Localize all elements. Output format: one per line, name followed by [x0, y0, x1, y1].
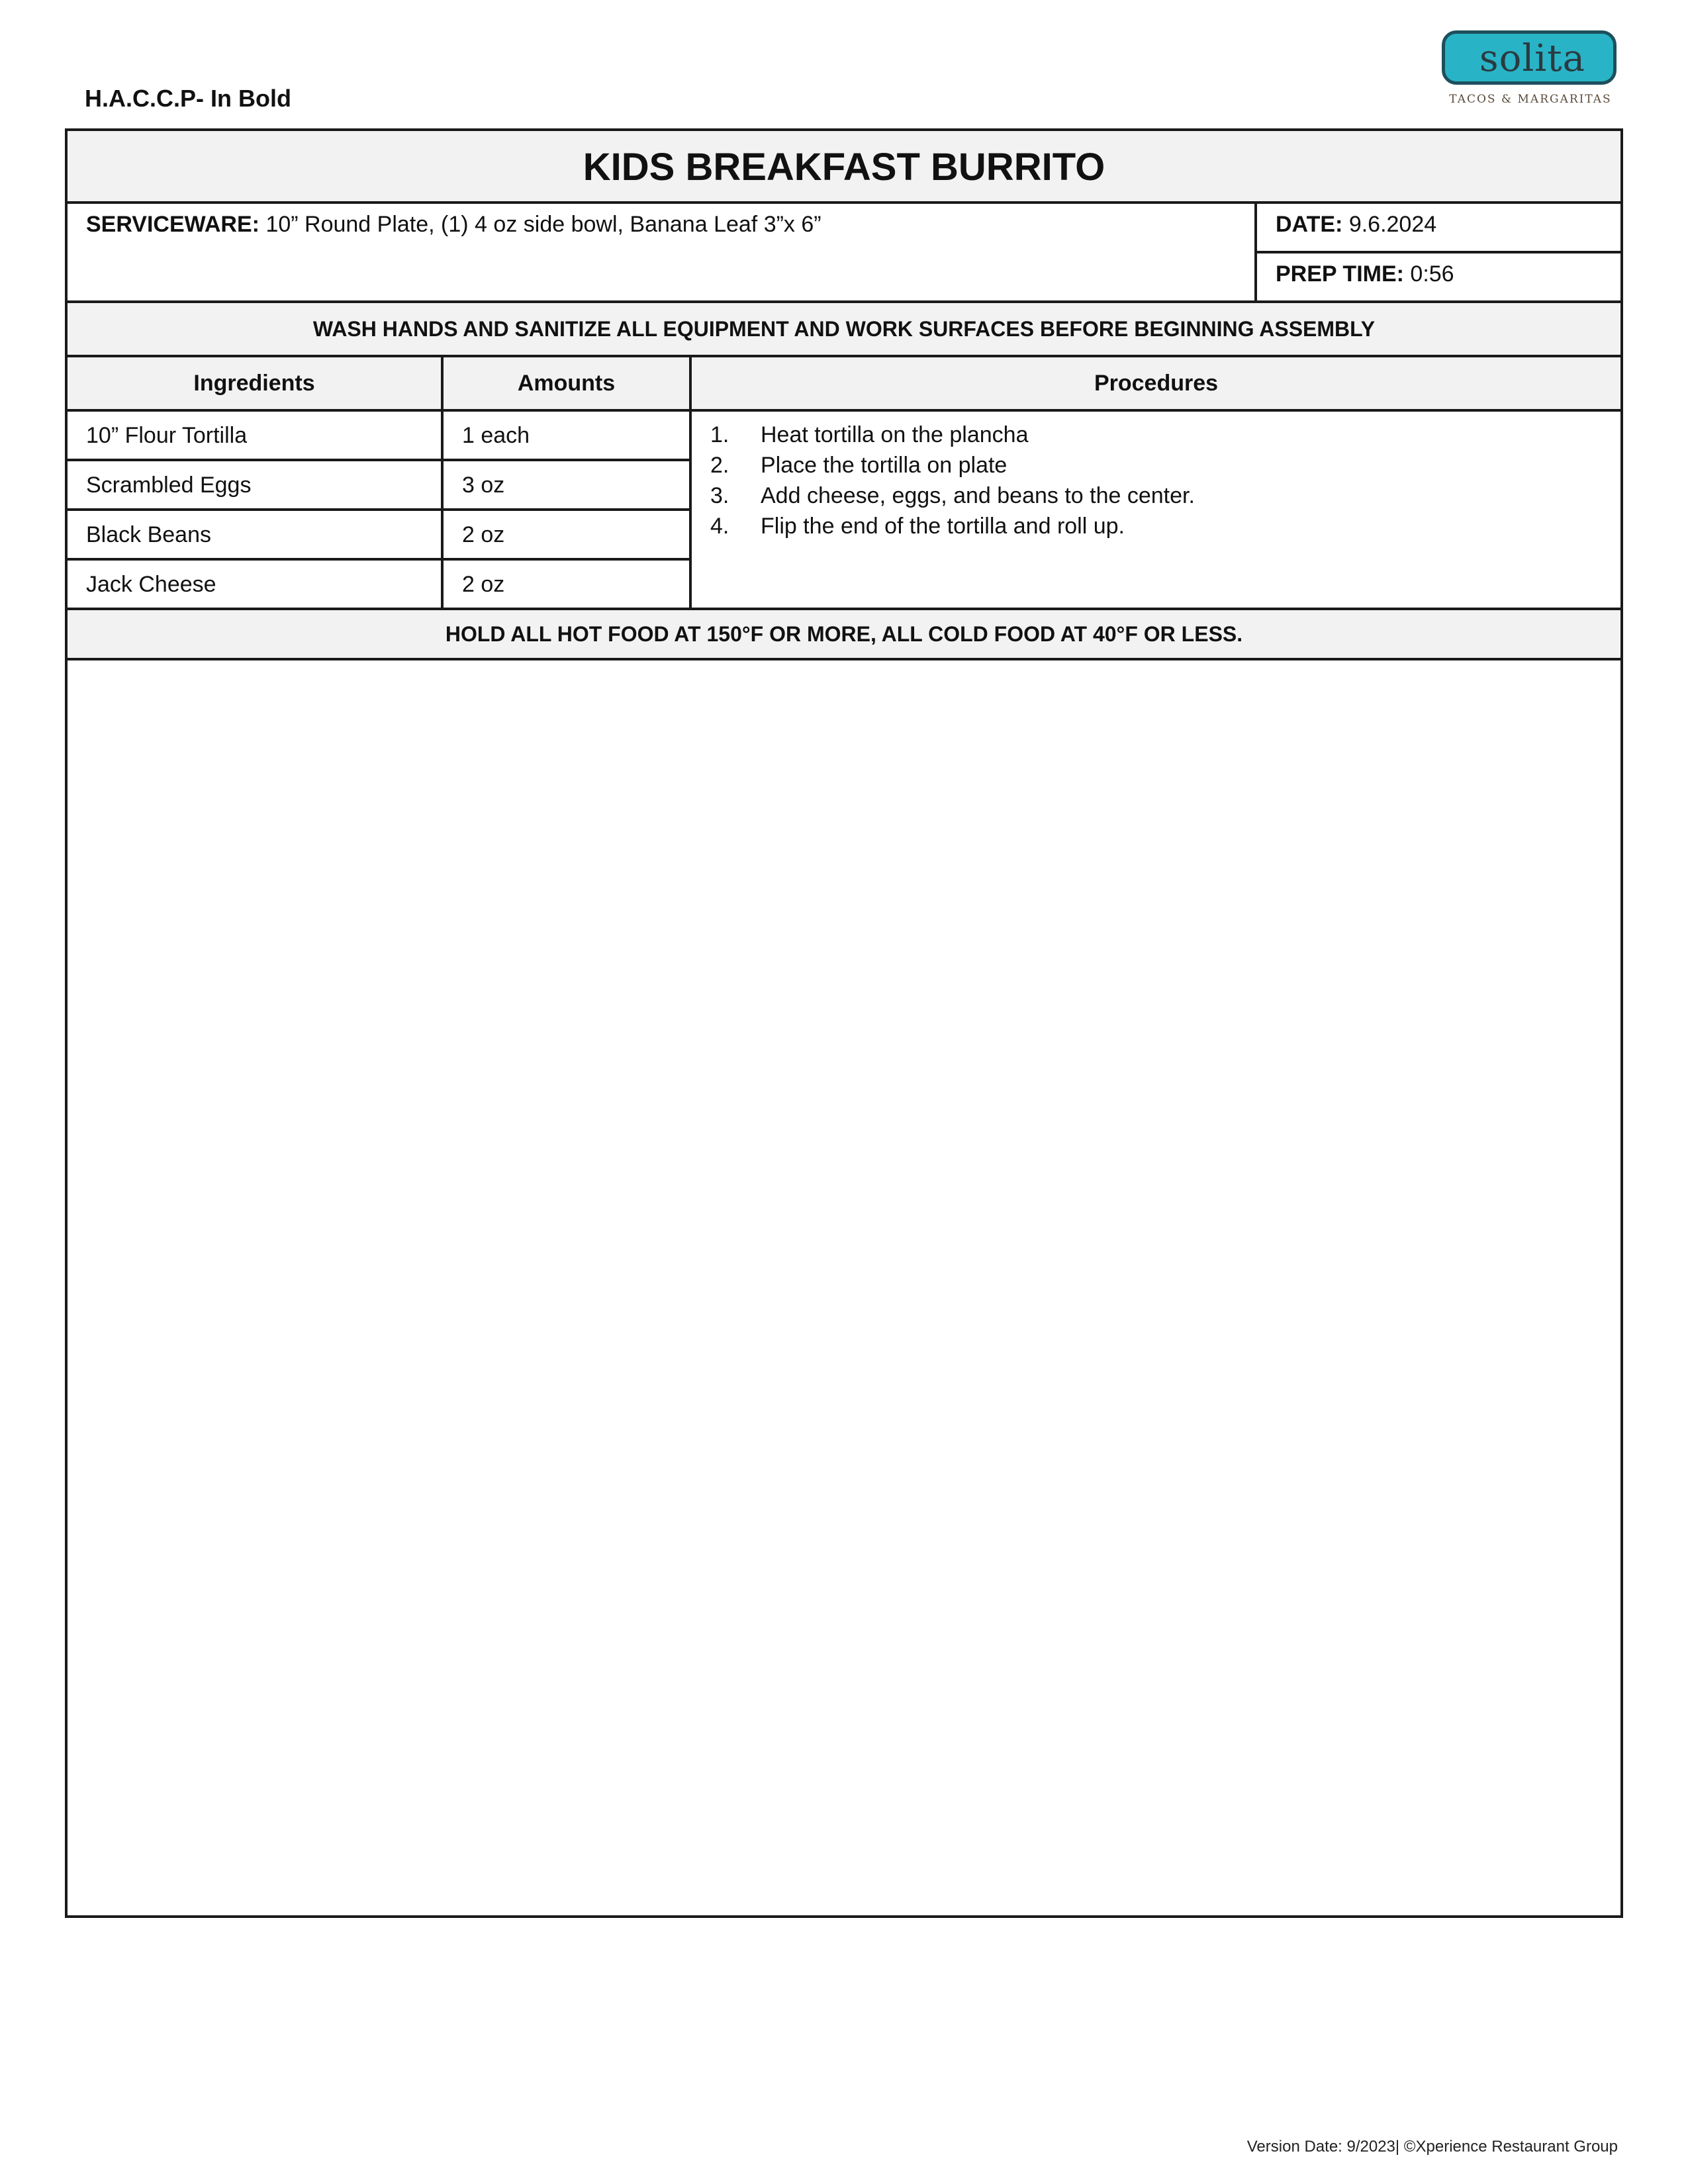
- recipe-title: KIDS BREAKFAST BURRITO: [68, 131, 1620, 204]
- prep-time-cell: [1257, 253, 1620, 303]
- ingredient-amount: 1 each: [444, 412, 692, 461]
- procedure-step: [710, 511, 1602, 541]
- serviceware-cell: [68, 204, 1257, 303]
- procedures-list: [692, 412, 1620, 610]
- ingredient-name: Black Beans: [68, 511, 444, 561]
- procedure-step: [710, 450, 1602, 480]
- procedure-text: Place the tortilla on plate: [761, 453, 1008, 478]
- prep-time-label: PREP TIME:: [1276, 261, 1404, 287]
- ingredient-name: 10” Flour Tortilla: [68, 412, 444, 461]
- logo-tagline: TACOS & MARGARITAS: [1449, 93, 1612, 106]
- procedure-number: 3.: [710, 483, 729, 508]
- ingredient-amount: 2 oz: [444, 511, 692, 561]
- date-cell: [1257, 204, 1620, 253]
- ingredients-header: Ingredients: [68, 357, 444, 412]
- procedure-number: 4.: [710, 514, 729, 539]
- prep-time-value: 0:56: [1410, 261, 1454, 287]
- haccp-note: H.A.C.C.P- In Bold: [85, 85, 291, 112]
- procedures-header: Procedures: [692, 357, 1620, 412]
- amounts-header: Amounts: [444, 357, 692, 412]
- procedure-number: 2.: [710, 453, 729, 478]
- logo-badge: [1442, 30, 1617, 85]
- wash-notice: WASH HANDS AND SANITIZE ALL EQUIPMENT AND WORK SURFACES BEFORE BEGINNING ASSEMBLY: [68, 303, 1620, 357]
- procedure-text: Heat tortilla on the plancha: [761, 422, 1029, 447]
- procedure-step: [710, 420, 1602, 450]
- procedure-number: 1.: [710, 422, 729, 447]
- version-footer: Version Date: 9/2023| ©Xperience Restaurant Group: [1246, 2138, 1618, 2156]
- serviceware-label: SERVICEWARE:: [86, 212, 259, 237]
- date-value: 9.6.2024: [1348, 212, 1437, 237]
- serviceware-value: 10” Round Plate, (1) 4 oz side bowl, Banana Leaf 3”x 6”: [265, 212, 821, 237]
- procedure-text: Add cheese, eggs, and beans to the center.: [761, 483, 1195, 508]
- ingredient-amount: 2 oz: [444, 561, 692, 610]
- ingredient-name: Jack Cheese: [68, 561, 444, 610]
- procedure-text: Flip the end of the tortilla and roll up.: [761, 514, 1125, 539]
- procedure-step: [710, 480, 1602, 511]
- solita-logo: [1438, 26, 1623, 114]
- logo-word: solita: [1479, 37, 1586, 80]
- ingredient-amount: 3 oz: [444, 461, 692, 511]
- ingredient-name: Scrambled Eggs: [68, 461, 444, 511]
- recipe-card: [65, 128, 1623, 1918]
- hold-notice: HOLD ALL HOT FOOD AT 150°F OR MORE, ALL COLD FOOD AT 40°F OR LESS.: [68, 610, 1620, 660]
- date-label: DATE:: [1276, 212, 1343, 237]
